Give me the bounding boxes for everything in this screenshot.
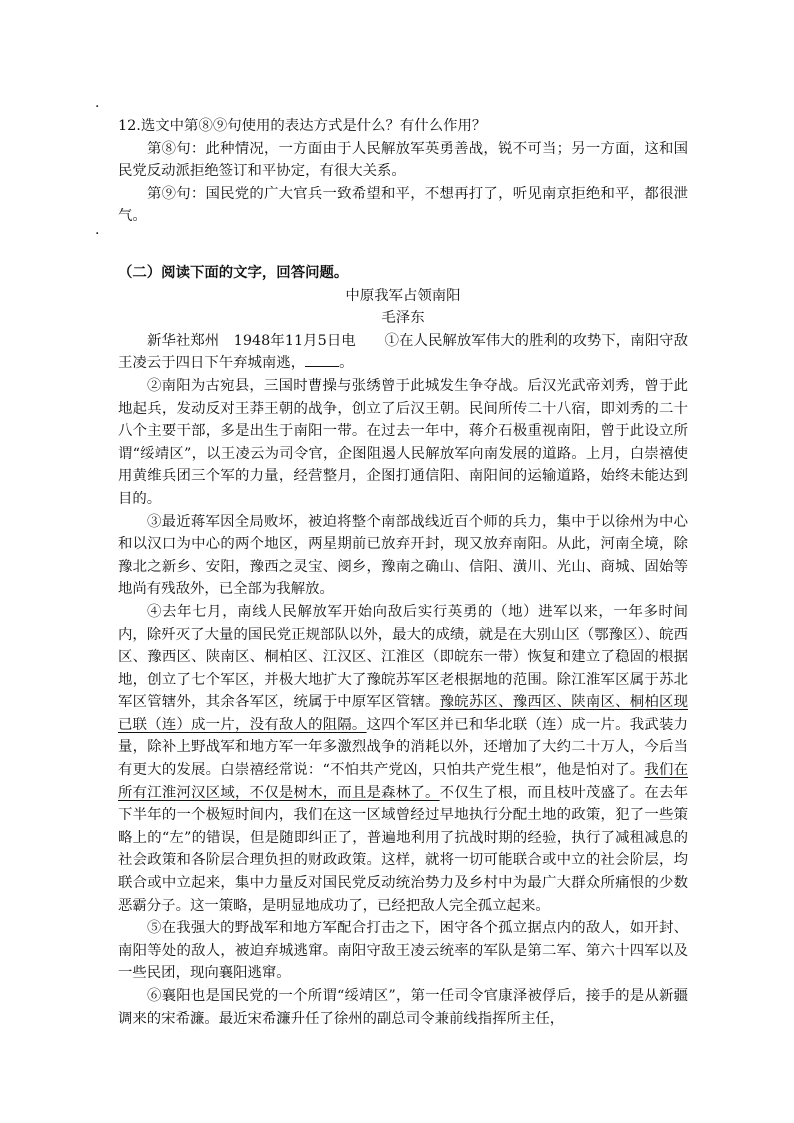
question-12: 12.选文中第⑧⑨句使用的表达方式是什么？有什么作用？	[118, 118, 487, 134]
margin-dot: ·	[95, 226, 100, 242]
reading-section	[118, 262, 688, 1030]
fill-blank	[305, 352, 339, 367]
paragraph-5: ⑤在我强大的野战军和地方军配合打击之下，困守各个孤立据点内的敌人，如开封、南阳等处的敌人，被迫弃城逃窜。南阳守敌王凌云统率的军队是第二军、第六十四军以及一些民团，现向襄阳逃窜。	[118, 920, 688, 982]
paragraph-3: ③最近蒋军因全局败坏，被迫将整个南部战线近百个师的兵力，集中于以徐州为中心和以汉口为中心的两个地区，两星期前已放弃开封，现又放弃南阳。从此，河南全境，除豫北之新乡、安阳，豫西之灵宝、阌乡，豫南之确山、信阳、潢川、光山、商城、固始等地尚有残敌外，已全部为我解放。	[118, 513, 688, 598]
article-title: 中原我军占领南阳	[345, 287, 461, 304]
paragraph-1-text: ①在人民解放军伟大的胜利的攻势下，南阳守敌王凌云于四日下午弃城南逃，	[118, 332, 688, 372]
paragraph-4	[118, 601, 688, 917]
question-12-block	[118, 115, 688, 228]
paragraph-4-part-a: ④去年七月，南线人民解放军开始向敌后实行英勇的（地）进军以来，一年多时间内，除歼灭了大量的国民党正规部队以外，最大的成绩，就是在大别山区（鄂豫区）、皖西区、豫西区、陕南区、桐柏区、江汉区、江淮区（即皖东一带）恢复和建立了稳固的根据地，创立了七个军区，并极大地扩大了豫皖苏军区老根据地的范围。除江淮军区属于苏北军区管辖外，其余各军区，统属于中原军区管辖。	[118, 603, 688, 711]
paragraph-4-part-b: 这四个军区并已和华北联（连）成一片。我武装力量，除补上野战军和地方军一年多激烈战争的消耗以外，还增加了大约二十万人，今后当有更大的发展。白崇禧经常说：“不怕共产党凶，只怕共产党生根”，他是怕对了。	[118, 716, 688, 779]
article-author: 毛泽东	[381, 310, 425, 327]
underlined-sentence-1: 豫皖苏区、豫西区、陕南区、桐柏区现已联（连）成一片，没有敌人的阻隔。	[118, 694, 688, 733]
answer-sentence-9: 第⑨句：国民党的广大官兵一致希望和平，不想再打了，听见南京拒绝和平，都很泄气。	[118, 185, 688, 225]
paragraph-4-part-c: 不仅生了根，而且枝叶茂盛了。在去年下半年的一个极短时间内，我们在这一区域曾经过早地执行分配土地的政策，犯了一些策略上的“左”的错误，但是随即纠正了，普遍地利用了抗战时期的经验，执行了减租减息的社会政策和各阶层合理负担的财政政策。这样，就将一切可能联合或中立的社会阶层，均联合或中立起来，集中力量反对国民党反动统治势力及乡村中为最广大群众所痛恨的少数恶霸分子。这一策略，是明显地成功了，已经把敌人完全孤立起来。	[118, 784, 688, 914]
dateline: 新华社郑州 1948年11月5日电	[147, 332, 356, 349]
margin-dot: ·	[95, 99, 100, 115]
paragraph-1	[118, 330, 688, 375]
paragraph-2: ②南阳为古宛县，三国时曹操与张绣曾于此城发生争夺战。后汉光武帝刘秀，曾于此地起兵，发动反对王莽王朝的战争，创立了后汉王朝。民间所传二十八宿，即刘秀的二十八个主要干部，多是出生于南阳一带。在过去一年中，蒋介石极重视南阳，曾于此设立所谓“绥靖区”，以王凌云为司令官，企图阻遏人民解放军向南发展的道路。上月，白崇禧使用黄维兵团三个军的力量，经营整月，企图打通信阳、南阳间的运输道路，始终未能达到目的。	[118, 377, 688, 507]
underlined-sentence-2: 我们在所有江淮河汉区域，不仅是树木，而且是森林了。	[118, 762, 688, 801]
section-heading: （二）阅读下面的文字，回答问题。	[118, 264, 349, 281]
paragraph-6: ⑥襄阳也是国民党的一个所谓“绥靖区”，第一任司令官康泽被俘后，接手的是从新疆调来的宋希濂。最近宋希濂升任了徐州的副总司令兼前线指挥所主任，	[118, 988, 688, 1027]
paragraph-1-end: 。	[339, 355, 354, 372]
answer-sentence-8: 第⑧句：此种情况，一方面由于人民解放军英勇善战，锐不可当；另一方面，这和国民党反动派拒绝签订和平协定，有很大关系。	[118, 140, 688, 180]
